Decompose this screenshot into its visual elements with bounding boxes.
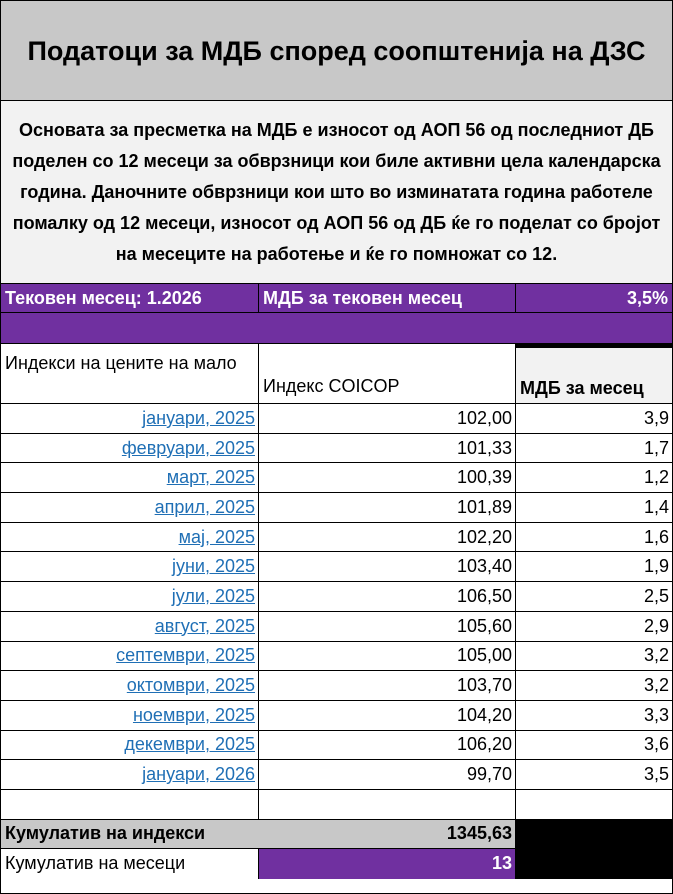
coicop-index-cell [259, 523, 516, 552]
current-mdb-label: МДБ за тековен месец [259, 284, 516, 312]
coicop-index: 102,00 [456, 407, 512, 428]
table-row [1, 463, 672, 493]
table-row [1, 404, 672, 434]
mdb-value-cell [516, 404, 672, 433]
month-link[interactable]: ноември, 2025 [132, 704, 255, 725]
mdb-value: 1,9 [643, 556, 669, 577]
month-link-cell [1, 642, 259, 671]
month-link[interactable]: јуни, 2025 [171, 556, 255, 577]
black-cell [516, 849, 672, 879]
mdb-value-cell [516, 760, 672, 789]
coicop-index: 100,39 [456, 467, 512, 488]
current-month-label: Тековен месец: 1.2026 [1, 284, 259, 312]
month-link[interactable]: септември, 2025 [116, 645, 255, 666]
month-link[interactable]: март, 2025 [166, 467, 255, 488]
table-row [1, 671, 672, 701]
mdb-value-cell [516, 552, 672, 581]
coicop-index: 105,00 [456, 645, 512, 666]
mdb-value-cell [516, 434, 672, 463]
cumulative-index-value: 1345,63 [259, 820, 516, 848]
coicop-index: 99,70 [466, 764, 512, 785]
mdb-value: 3,5 [643, 764, 669, 785]
purple-spacer-row [1, 313, 672, 344]
table-row [1, 582, 672, 612]
coicop-index-cell [259, 493, 516, 522]
header-prices-index: Индекси на цените на мало [1, 344, 259, 403]
mdb-value-cell [516, 523, 672, 552]
coicop-index: 104,20 [456, 704, 512, 725]
coicop-index-cell [259, 552, 516, 581]
month-link[interactable]: јануари, 2026 [142, 764, 255, 785]
mdb-value: 3,3 [643, 704, 669, 725]
coicop-index: 102,20 [456, 526, 512, 547]
cumulative-index-row [1, 820, 672, 849]
mdb-value: 1,6 [643, 526, 669, 547]
cumulative-months-label: Кумулатив на месеци [1, 849, 259, 879]
mdb-value: 3,2 [643, 675, 669, 696]
month-link[interactable]: февруари, 2025 [121, 437, 255, 458]
table-row [1, 731, 672, 761]
table-header [1, 344, 672, 404]
coicop-index-cell [259, 731, 516, 760]
coicop-index-cell [259, 760, 516, 789]
page-title: Податоци за МДБ според соопштенија на ДЗС [1, 1, 672, 101]
mdb-value: 3,6 [643, 734, 669, 755]
coicop-index-cell [259, 612, 516, 641]
coicop-index: 105,60 [456, 615, 512, 636]
mdb-value: 2,9 [643, 615, 669, 636]
coicop-index: 106,50 [456, 585, 512, 606]
coicop-index-cell [259, 582, 516, 611]
month-link[interactable]: јули, 2025 [171, 585, 255, 606]
month-link-cell [1, 701, 259, 730]
mdb-value: 2,5 [643, 585, 669, 606]
month-link-cell [1, 404, 259, 433]
month-link[interactable]: октомври, 2025 [126, 675, 255, 696]
mdb-value-cell [516, 671, 672, 700]
mdb-value-cell [516, 463, 672, 492]
header-mdb-month: МДБ за месец [516, 344, 672, 403]
coicop-index: 103,70 [456, 675, 512, 696]
month-link-cell [1, 612, 259, 641]
mdb-value: 3,9 [643, 407, 669, 428]
coicop-index-cell [259, 671, 516, 700]
coicop-index-cell [259, 701, 516, 730]
month-link[interactable]: август, 2025 [154, 615, 255, 636]
blank-row [1, 790, 672, 820]
coicop-index-cell [259, 404, 516, 433]
current-mdb-value: 3,5% [626, 287, 668, 308]
month-link-cell [1, 493, 259, 522]
coicop-index: 101,33 [456, 437, 512, 458]
month-link-cell [1, 582, 259, 611]
cumulative-months-value: 13 [259, 849, 516, 879]
table-row [1, 642, 672, 672]
table-row [1, 612, 672, 642]
table-row [1, 552, 672, 582]
mdb-value-cell [516, 582, 672, 611]
month-link[interactable]: април, 2025 [154, 496, 255, 517]
description-text: Основата за пресметка на МДБ е износот од АОП 56 од последниот ДБ поделен со 12 месеци за обврзници кои биле активни цела календарска година. Даночните обврзници кои што во изминатата година работеле помалку од 12 месеци, износот од АОП 56 од ДБ ќе го поделат со бројот на месеците на работење и ќе го помножат со 12. [1, 101, 672, 284]
coicop-index-cell [259, 642, 516, 671]
blank-cell [516, 790, 672, 819]
header-top-border [516, 344, 672, 348]
month-link-cell [1, 434, 259, 463]
mdb-value: 1,2 [643, 467, 669, 488]
coicop-index: 103,40 [456, 556, 512, 577]
table-row [1, 493, 672, 523]
table-row [1, 701, 672, 731]
month-link[interactable]: декември, 2025 [124, 734, 255, 755]
table-row [1, 760, 672, 790]
mdb-value: 1,4 [643, 496, 669, 517]
header-coicop: Индекс COICOP [259, 344, 516, 403]
mdb-value: 3,2 [643, 645, 669, 666]
mdb-value: 1,7 [643, 437, 669, 458]
black-cell [516, 820, 672, 848]
month-link-cell [1, 671, 259, 700]
mdb-value-cell [516, 493, 672, 522]
month-link-cell [1, 463, 259, 492]
coicop-index: 101,89 [456, 496, 512, 517]
month-link-cell [1, 760, 259, 789]
coicop-index: 106,20 [456, 734, 512, 755]
mdb-value-cell [516, 612, 672, 641]
month-link-cell [1, 731, 259, 760]
blank-cell [1, 790, 259, 819]
coicop-index-cell [259, 434, 516, 463]
month-link-cell [1, 552, 259, 581]
table-row [1, 523, 672, 553]
cumulative-months-row [1, 849, 672, 879]
mdb-value-cell [516, 731, 672, 760]
blank-cell [259, 790, 516, 819]
month-link[interactable]: мај, 2025 [178, 526, 255, 547]
current-month-row [1, 284, 672, 313]
mdb-value-cell [516, 642, 672, 671]
table-body [1, 404, 672, 790]
mdb-value-cell [516, 701, 672, 730]
month-link-cell [1, 523, 259, 552]
cumulative-index-label: Кумулатив на индекси [1, 820, 259, 848]
coicop-index-cell [259, 463, 516, 492]
table-row [1, 434, 672, 464]
month-link[interactable]: јануари, 2025 [142, 407, 255, 428]
